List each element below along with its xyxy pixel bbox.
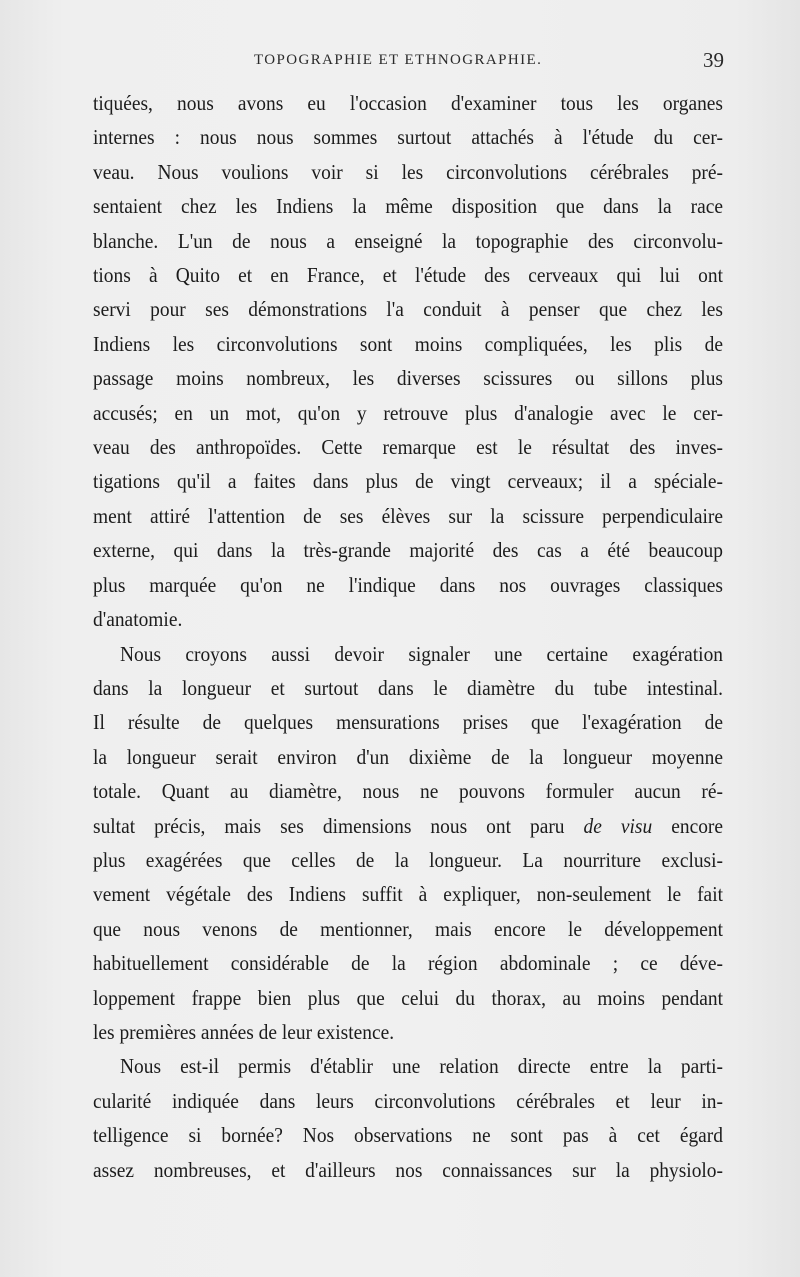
- text-line: tigations qu'il a faites dans plus de vingt cerveaux; il a spéciale-: [93, 469, 723, 494]
- text-line: la longueur serait environ d'un dixième de la longueur moyenne: [93, 744, 723, 769]
- text-line: d'anatomie.: [93, 607, 183, 632]
- text-line: que nous venons de mentionner, mais encore le développement: [93, 916, 723, 941]
- page-number: 39: [703, 48, 724, 72]
- text-line: veau des anthropoïdes. Cette remarque est le résultat des inves-: [93, 435, 723, 460]
- text-line: tions à Quito et en France, et l'étude des cerveaux qui lui ont: [93, 263, 723, 288]
- text-line: Nous croyons aussi devoir signaler une certaine exagération: [120, 641, 723, 666]
- text-line: totale. Quant au diamètre, nous ne pouvons formuler aucun ré-: [93, 779, 723, 804]
- italic-phrase: de visu: [583, 813, 653, 838]
- text-line: vement végétale des Indiens suffit à expliquer, non-seulement le fait: [93, 882, 723, 907]
- paragraph-2: [93, 637, 723, 1050]
- text-line: plus exagérées que celles de la longueur. La nourriture exclusi-: [93, 847, 723, 872]
- running-head: [0, 48, 800, 74]
- paragraph-3: [93, 1049, 723, 1187]
- text-line: sentaient chez les Indiens la même disposition que dans la race: [93, 194, 723, 219]
- text-line: assez nombreuses, et d'ailleurs nos connaissances sur la physiolo-: [93, 1157, 723, 1182]
- text-line: Nous est-il permis d'établir une relation directe entre la parti-: [120, 1054, 723, 1079]
- text-line: blanche. L'un de nous a enseigné la topographie des circonvolu-: [93, 228, 723, 253]
- text-line: passage moins nombreux, les diverses scissures ou sillons plus: [93, 366, 723, 391]
- text-line: [93, 809, 723, 843]
- text-line: tiquées, nous avons eu l'occasion d'examiner tous les organes: [93, 91, 723, 115]
- text-line-end: encore: [652, 813, 724, 838]
- text-line: accusés; en un mot, qu'on y retrouve plus d'analogie avec le cer-: [93, 400, 723, 425]
- body-text: [93, 86, 723, 1187]
- text-line: Indiens les circonvolutions sont moins compliquées, les plis de: [93, 331, 723, 356]
- text-line: plus marquée qu'on ne l'indique dans nos ouvrages classiques: [93, 572, 723, 597]
- text-line: les premières années de leur existence.: [93, 1019, 395, 1044]
- text-line: telligence si bornée? Nos observations ne sont pas à cet égard: [93, 1123, 723, 1148]
- running-title: TOPOGRAPHIE ET ETHNOGRAPHIE.: [254, 52, 543, 68]
- text-line: externe, qui dans la très-grande majorité des cas a été beaucoup: [93, 538, 723, 563]
- text-line: cularité indiquée dans leurs circonvolutions cérébrales et leur in-: [93, 1088, 723, 1113]
- text-line: internes : nous nous sommes surtout attachés à l'étude du cer-: [93, 125, 723, 150]
- text-line: ment attiré l'attention de ses élèves sur la scissure perpendiculaire: [93, 503, 723, 528]
- text-line: veau. Nous voulions voir si les circonvolutions cérébrales pré-: [93, 159, 723, 184]
- text-line: habituellement considérable de la région abdominale ; ce déve-: [93, 951, 723, 976]
- text-line: loppement frappe bien plus que celui du thorax, au moins pendant: [93, 985, 723, 1010]
- text-line: servi pour ses démonstrations l'a conduit à penser que chez les: [93, 297, 723, 322]
- text-line-start: sultat précis, mais ses dimensions nous ont paru: [93, 813, 584, 838]
- paragraph-1: [93, 86, 723, 637]
- text-line: dans la longueur et surtout dans le diamètre du tube intestinal.: [93, 675, 723, 700]
- text-line: Il résulte de quelques mensurations prises que l'exagération de: [93, 710, 723, 735]
